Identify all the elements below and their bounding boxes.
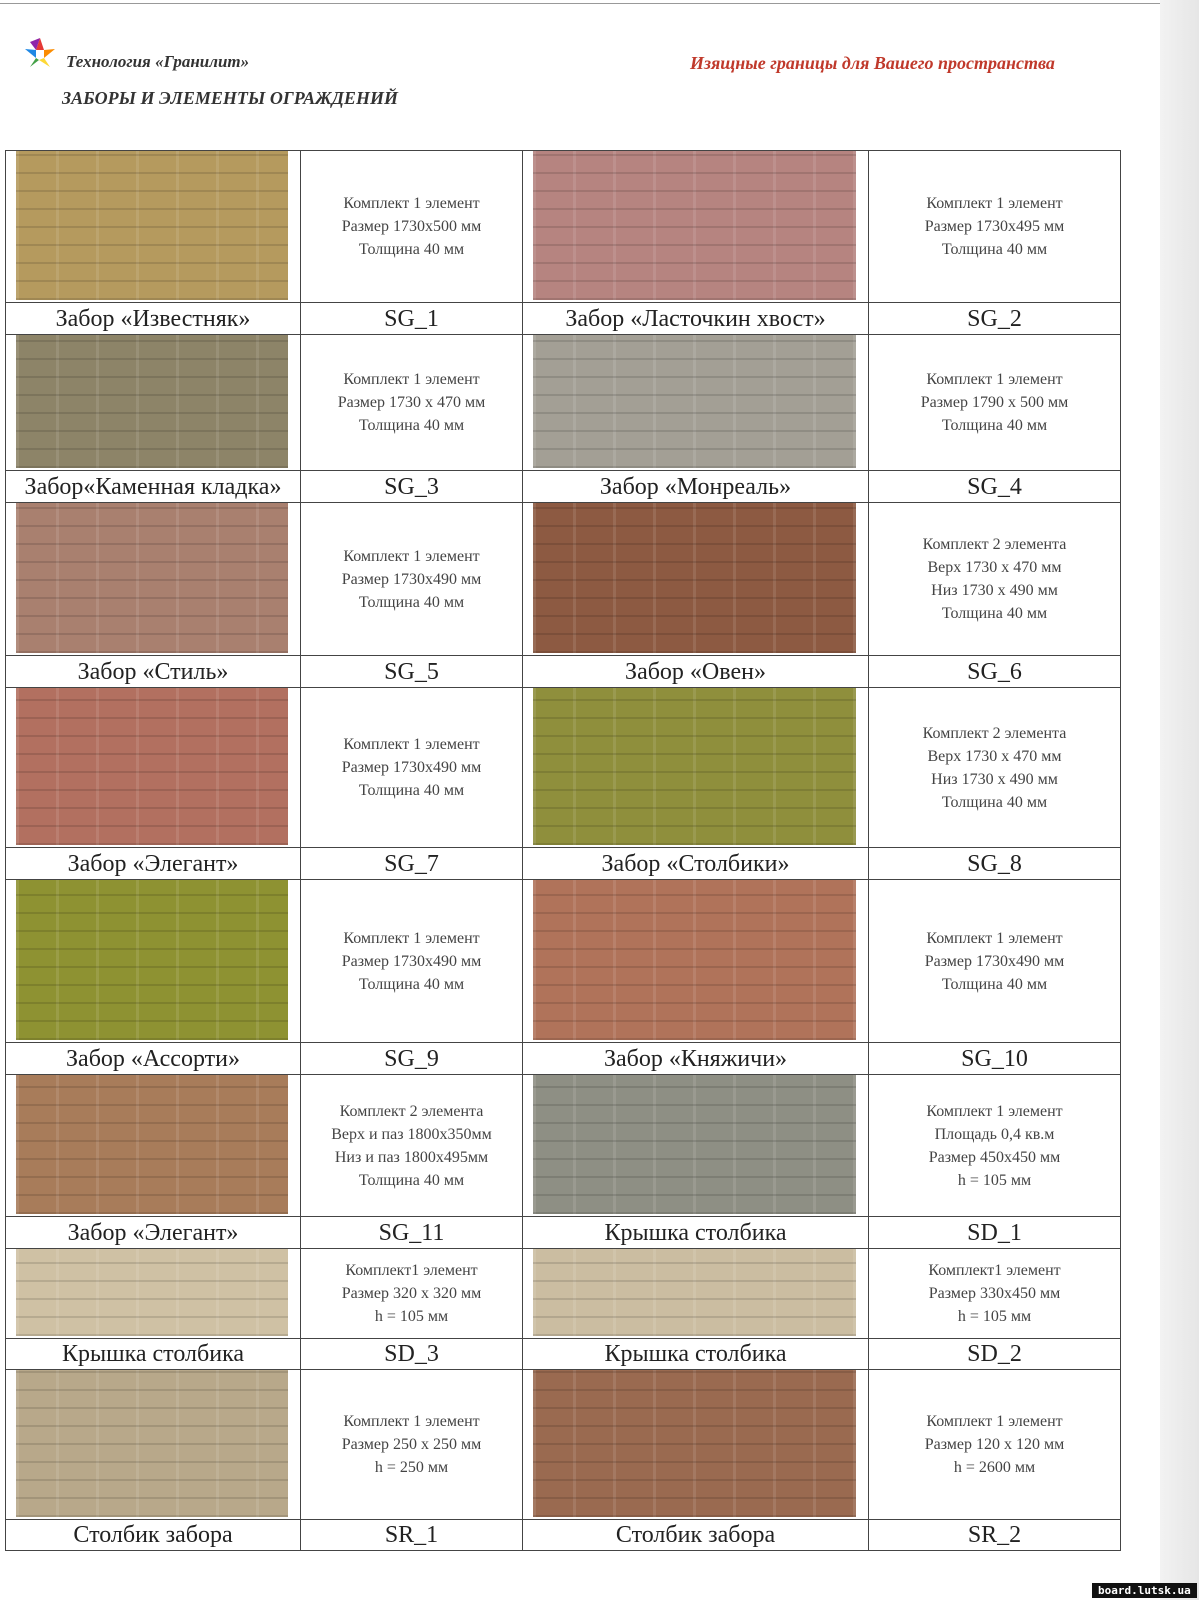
product-image-row xyxy=(6,1075,1121,1217)
page-edge-shadow xyxy=(1160,0,1199,1600)
spec-line: Толщина 40 мм xyxy=(941,241,1048,258)
product-spec xyxy=(869,688,1121,848)
product-image-row xyxy=(6,151,1121,303)
product-photo xyxy=(533,503,856,653)
product-catalog-table xyxy=(5,150,1121,1551)
product-name: Крышка столбика xyxy=(523,1339,869,1370)
spec-line: Комплект 1 элемент xyxy=(926,371,1063,388)
product-spec xyxy=(301,1249,523,1339)
product-name: Забор «Столбики» xyxy=(523,848,869,880)
product-spec xyxy=(301,688,523,848)
product-name: Забор «Монреаль» xyxy=(523,471,869,503)
product-name: Забор «Ассорти» xyxy=(6,1043,301,1075)
spec-line: Размер 1730х490 мм xyxy=(341,759,482,776)
spec-line: Комплект 1 элемент xyxy=(343,371,480,388)
product-code: SG_2 xyxy=(869,303,1121,335)
product-code: SG_3 xyxy=(301,471,523,503)
product-spec xyxy=(301,151,523,303)
product-spec xyxy=(301,1075,523,1217)
spec-line: Толщина 40 мм xyxy=(941,605,1048,622)
product-label-row xyxy=(6,1043,1121,1075)
product-photo xyxy=(16,1370,288,1517)
spec-line: Размер 1730х490 мм xyxy=(924,952,1065,970)
product-photo-cell xyxy=(6,688,301,848)
product-photo-cell xyxy=(523,880,869,1043)
spec-line: Комплект 1 элемент xyxy=(343,929,480,947)
product-name: Крышка столбика xyxy=(6,1339,301,1370)
product-photo-cell xyxy=(523,503,869,656)
spec-line: Комплект 1 элемент xyxy=(343,1413,480,1430)
spec-line: Комплект 2 элемента xyxy=(922,536,1067,553)
spec-line: Размер 450х450 мм xyxy=(928,1148,1061,1166)
product-photo xyxy=(16,880,288,1040)
product-spec xyxy=(301,880,523,1043)
product-code: SG_4 xyxy=(869,471,1121,503)
product-code: SG_11 xyxy=(301,1217,523,1249)
product-spec xyxy=(301,503,523,656)
product-image-row xyxy=(6,880,1121,1043)
product-label-row xyxy=(6,1339,1121,1370)
product-photo xyxy=(533,1370,856,1517)
granilit-logo-icon xyxy=(22,36,58,72)
product-code: SG_6 xyxy=(869,656,1121,688)
top-rule xyxy=(0,3,1199,4)
product-photo-cell xyxy=(6,151,301,303)
product-name: Забор «Элегант» xyxy=(6,848,301,880)
spec-line: h = 105 мм xyxy=(957,1308,1032,1325)
spec-line: Толщина 40 мм xyxy=(358,782,465,799)
product-code: SG_1 xyxy=(301,303,523,335)
spec-line: Верх и паз 1800х350мм xyxy=(331,1125,492,1143)
product-image-row xyxy=(6,335,1121,471)
spec-line: Размер 120 х 120 мм xyxy=(924,1436,1065,1453)
spec-line: Размер 1790 х 500 мм xyxy=(920,394,1069,411)
product-photo-cell xyxy=(523,1075,869,1217)
product-name: Столбик забора xyxy=(523,1520,869,1551)
spec-line: Низ 1730 х 490 мм xyxy=(931,770,1058,788)
spec-line: Комплект 1 элемент xyxy=(926,1413,1063,1430)
product-code: SG_10 xyxy=(869,1043,1121,1075)
product-photo xyxy=(533,880,856,1040)
product-photo xyxy=(533,1075,856,1214)
spec-line: Размер 1730х490 мм xyxy=(341,952,482,970)
product-label-row xyxy=(6,656,1121,688)
product-name: Забор «Стиль» xyxy=(6,656,301,688)
spec-line: Комплект1 элемент xyxy=(345,1262,478,1279)
product-spec xyxy=(869,151,1121,303)
product-image-row xyxy=(6,688,1121,848)
spec-line: Толщина 40 мм xyxy=(941,793,1048,811)
spec-line: Низ 1730 х 490 мм xyxy=(931,582,1058,599)
spec-line: Комплект 1 элемент xyxy=(343,195,480,212)
product-photo-cell xyxy=(523,1249,869,1339)
product-photo xyxy=(16,1075,288,1214)
product-code: SR_2 xyxy=(869,1520,1121,1551)
spec-line: Размер 1730х490 мм xyxy=(341,570,482,588)
spec-line: Толщина 40 мм xyxy=(941,417,1048,434)
product-name: Забор «Ласточкин хвост» xyxy=(523,303,869,335)
spec-line: Комплект 2 элемента xyxy=(339,1102,484,1120)
spec-line: Низ и паз 1800х495мм xyxy=(334,1148,489,1166)
product-name: Столбик забора xyxy=(6,1520,301,1551)
product-code: SG_5 xyxy=(301,656,523,688)
spec-line: Размер 1730х500 мм xyxy=(341,218,482,235)
product-label-row xyxy=(6,1217,1121,1249)
product-photo-cell xyxy=(523,151,869,303)
spec-line: Комплект 1 элемент xyxy=(926,195,1063,212)
product-name: Забор«Каменная кладка» xyxy=(6,471,301,503)
product-code: SG_9 xyxy=(301,1043,523,1075)
product-code: SR_1 xyxy=(301,1520,523,1551)
spec-line: Комплект 1 элемент xyxy=(343,736,480,753)
product-code: SG_8 xyxy=(869,848,1121,880)
spec-line: Размер 330х450 мм xyxy=(928,1285,1061,1302)
spec-line: Комплект 2 элемента xyxy=(922,724,1067,742)
product-image-row xyxy=(6,1370,1121,1520)
product-photo xyxy=(533,335,856,468)
product-photo xyxy=(16,151,288,300)
product-photo-cell xyxy=(6,1075,301,1217)
spec-line: Размер 1730 х 470 мм xyxy=(337,394,486,411)
product-name: Забор «Элегант» xyxy=(6,1217,301,1249)
product-photo xyxy=(16,503,288,653)
product-photo-cell xyxy=(6,1370,301,1520)
spec-line: Толщина 40 мм xyxy=(358,241,465,258)
product-photo-cell xyxy=(523,335,869,471)
product-spec xyxy=(869,1249,1121,1339)
product-photo xyxy=(16,688,288,845)
product-name: Крышка столбика xyxy=(523,1217,869,1249)
spec-line: h = 250 мм xyxy=(374,1459,449,1476)
product-spec xyxy=(869,503,1121,656)
product-name: Забор «Княжичи» xyxy=(523,1043,869,1075)
spec-line: Толщина 40 мм xyxy=(358,1171,465,1189)
spec-line: Верх 1730 х 470 мм xyxy=(927,559,1062,576)
product-spec xyxy=(869,1370,1121,1520)
spec-line: Размер 250 х 250 мм xyxy=(341,1436,482,1453)
product-image-row xyxy=(6,503,1121,656)
product-photo-cell xyxy=(523,1370,869,1520)
product-spec xyxy=(301,335,523,471)
product-photo xyxy=(533,151,856,300)
product-spec xyxy=(869,1075,1121,1217)
brand-name: Технология «Гранилит» xyxy=(66,52,250,71)
product-label-row xyxy=(6,848,1121,880)
product-code: SD_2 xyxy=(869,1339,1121,1370)
product-label-row xyxy=(6,1520,1121,1551)
spec-line: h = 105 мм xyxy=(957,1171,1032,1189)
product-photo-cell xyxy=(6,880,301,1043)
product-photo xyxy=(533,1249,856,1336)
product-photo xyxy=(16,335,288,468)
spec-line: Толщина 40 мм xyxy=(941,975,1048,993)
product-code: SD_3 xyxy=(301,1339,523,1370)
spec-line: Толщина 40 мм xyxy=(358,417,465,434)
spec-line: Верх 1730 х 470 мм xyxy=(927,747,1062,765)
product-photo-cell xyxy=(6,503,301,656)
product-image-row xyxy=(6,1249,1121,1339)
spec-line: Размер 1730х495 мм xyxy=(924,218,1065,235)
product-name: Забор «Овен» xyxy=(523,656,869,688)
spec-line: Толщина 40 мм xyxy=(358,593,465,611)
spec-line: Комплект 1 элемент xyxy=(343,547,480,565)
watermark: board.lutsk.ua xyxy=(1092,1583,1197,1598)
spec-line: Размер 320 х 320 мм xyxy=(341,1285,482,1302)
slogan: Изящные границы для Вашего пространства xyxy=(690,53,1055,73)
product-label-row xyxy=(6,303,1121,335)
spec-line: Комплект 1 элемент xyxy=(926,1102,1063,1120)
product-label-row xyxy=(6,471,1121,503)
product-photo xyxy=(533,688,856,845)
product-photo-cell xyxy=(523,688,869,848)
spec-line: Комплект1 элемент xyxy=(928,1262,1061,1279)
product-code: SD_1 xyxy=(869,1217,1121,1249)
spec-line: Площадь 0,4 кв.м xyxy=(934,1125,1055,1143)
spec-line: Толщина 40 мм xyxy=(358,975,465,993)
product-photo xyxy=(16,1249,288,1336)
spec-line: h = 105 мм xyxy=(374,1308,449,1325)
section-title: ЗАБОРЫ И ЭЛЕМЕНТЫ ОГРАЖДЕНИЙ xyxy=(62,88,398,108)
product-spec xyxy=(301,1370,523,1520)
spec-line: h = 2600 мм xyxy=(953,1459,1036,1476)
product-spec xyxy=(869,880,1121,1043)
spec-line: Комплект 1 элемент xyxy=(926,929,1063,947)
product-spec xyxy=(869,335,1121,471)
product-name: Забор «Известняк» xyxy=(6,303,301,335)
product-photo-cell xyxy=(6,335,301,471)
product-photo-cell xyxy=(6,1249,301,1339)
product-code: SG_7 xyxy=(301,848,523,880)
